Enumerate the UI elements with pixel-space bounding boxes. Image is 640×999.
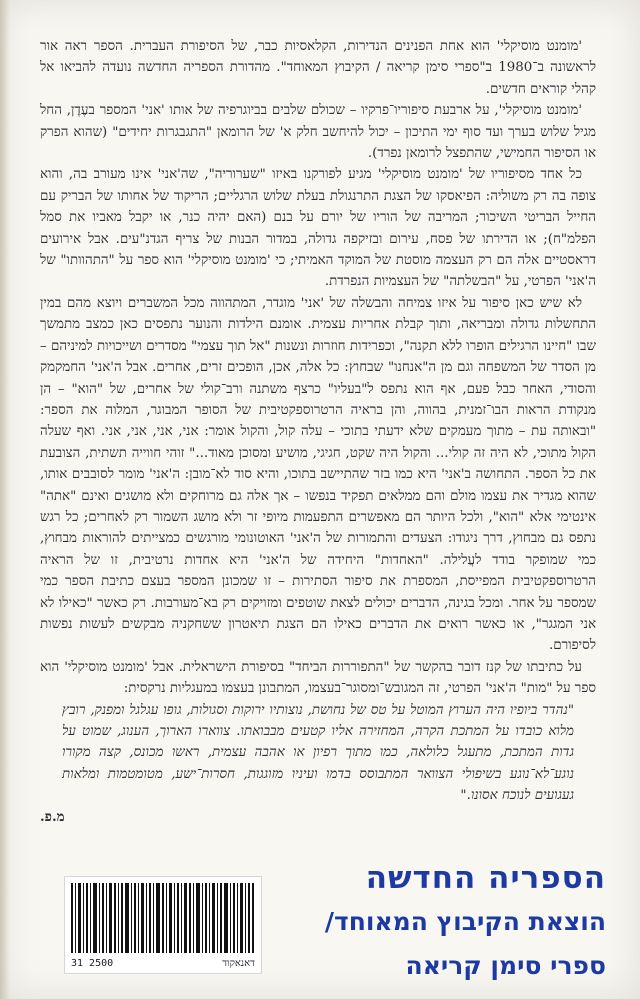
barcode-label: דאנאקוד (222, 958, 255, 969)
blurb-text (40, 36, 596, 828)
imprint-name: ספרי סימן קריאה (405, 951, 606, 980)
spine-shadow (0, 0, 10, 999)
signature: מ.פ. (40, 808, 65, 825)
paragraph-1: 'מומנט מוסיקלי' הוא אחת הפנינים הנדירות, הקלאסיות כבר, של הסיפורת העברית. הספר ראה אור לראשונה ב־1980 ב"ספרי סימן קריאה / הקיבוץ המאוחד". מהדורת הספריה החדשה נועדה להביאו אל קהלי קוראים חדשים. (40, 39, 596, 97)
barcode-caption (71, 958, 255, 969)
publisher-brand (270, 856, 606, 988)
barcode-number: 31 2500 (71, 958, 114, 969)
paragraph-2: 'מומנט מוסיקלי', על ארבעת סיפוריו־פרקיו – שכולם שלבים בביוגרפיה של אותו 'אני' המספר בעֶדֶן, החל מגיל שלוש בערך ועד סוף ימי התיכון – יכול להיחשב חלק א' של הרומאן "התגבגרות יחידים" (שהוא הפרק או הסיפור החמישי, שהתפצל לרומאן נפרד). (40, 103, 596, 162)
paragraph-3: כל אחד מסיפוריו של 'מומנט מוסיקלי' מגיע לפורקנו באיזו "שערוריה", שה'אני' אינו מעורב בה, והוא צופה בה רק משוליה: הפיאסקו של הצגת התרנגולת בעלת שלוש הרגליים; הריקוד של אחותו של הבריק עם החייל הבריטי השיכור; המריבה של הוריו של יורם על בנם (האם יהיה כנר, או יקבל מאביו את סמל הפלמ"ח); או הדירתו של פסח, עירום ובזיקפה גדולה, במדור הבנות של צריף הגדנ"עים. אבל אירועים דראסטיים אלה הם רק העצמה מוסטת של המוקד האמיתי; כי 'מומנט מוסיקלי' הוא ספר על "התהוותו" של ה'אני' הפרטי, על "הבשלתה" של העצמיות הנפרדת. (40, 167, 596, 290)
barcode (64, 876, 262, 974)
barcode-bars (71, 883, 255, 953)
quote-paragraph: "נהדר ביופיו היה הערוץ המוטל על טס של נחושת, נוצותיו ירוקות וסגולות, גופו עגלגל ומפנק, רובץ מלוא כובדו על המתכת הקרה, המחזירה אליו קטעים מבבואתו. צווארו הארוך, הענוג, שמוט על גדות המתכת, מתעגל כלולאה, כמו מתוך רפיון או אהבה עצמית, ראשו מכונס, קצה מקורו נוגע־לא־נוגע בשיפולי הצוואר המתבוסס בדמו ועיניו מזוגגות, חסרות־ישע, מטומטמות ומלאות געגועים לנוכח אסונו." (62, 702, 574, 804)
paragraph-5: על כתיבתו של קנז דובר בהקשר של "התפוררות הביחד" בסיפורת הישראלית. אבל 'מומנט מוסיקלי' הוא ספר על "מות" ה'אני' הפרטי, זה המגובש־ומסוגר־בעצמו, המתבונן בעצמו במעגליות נרקסית: (40, 659, 596, 697)
publisher-name: הוצאת הקיבוץ המאוחד/ (324, 907, 606, 936)
series-title: הספריה החדשה (365, 860, 606, 896)
paragraph-4: לא שיש כאן סיפור על איזו צמיחה והבשלה של 'אני' מוגדר, המתהווה מכל המשברים ויוצא מהם במין התחשלות גדולה ומבריאה, ותוך קבלת אחריות עצמית. אומנם הילדות והנוער נתפסים כאן כמצב מתמשך שבו "חיינו הרגילים הופרו ללא תקנה", וכפרידות חוזרות ונשנות "אל תוך עצמי" מסדרים ושייכויות למיניהם – מן הסדר של המשפחה וגם מן ה"אנחנו" שבחוץ: כל אלה, אכן, הופכים זרים, אחרים. אבל ה'אני' החמקמק והסודי, האחר כבל פעם, אף הוא נתפס ל"בעליו" כרצף משתנה ורב־קולי של אחרים, של "הוא" – הן מנקודת הראות הבו־זמנית, בהווה, והן בראיה הרטרוספקטיבית של הסופר המבוגר, המלוה את הספר: "ובאותה עת – מתוך מעמקים שלא ידעתי בתוכי – עלה קול, והקול אומר: אני, אני, אני, אני. ואף שעלה הקול מתוכי, לא היה זה קולי... והקול היה שקט, חגיגי, מושיע ומסוכן מאוד..." זוהי חווייה תשתית, הצובעת את כל הספר. התחושה ב'אני' היא כמו בזר שהתיישב בתוכו, והיא סוד לא־מובן: ה'אני' מומר לסובבים אותו, שהוא מגדיר את עצמו מולם והם ממלאים תפקיד בנפשו – אך אלה גם מרוחקים ולא מושגים ואינם "אתה" אינטימי אלא "הוא", ולכל היותר הם מאפשרים התפעמות מיופי זר ולא מושג השמור רק לאחרים; כל רגש נתפס גם מבחוץ, דרך ניגודו: הצעדים והתמורות של ה'אני' האוטונומי מורגשים כמצייתים להוראות מבחוץ, כמי שמופקר בודד לעֲלילה. "האחדות" היחידה של ה'אני' היא אחדות נרטיבית, זו של הראיה הרטרוספקטיבית המפייסת, המספרת את סיפור הסתירות – זו שמכונן המספר בעצם כתיבת הספר כמי שמספר על אחר. ומכל בגינה, הדברים יכולים לצאת שוטפים ומזויקים רק בא־מעורבות. רק כאשר "כאילו לא אני המגגר", או כאשר רואים את הדברים כאילו הם הצגת תיאטרון ששחקניה מבקשים לעשות נפשות לסיפורם. (40, 295, 596, 654)
